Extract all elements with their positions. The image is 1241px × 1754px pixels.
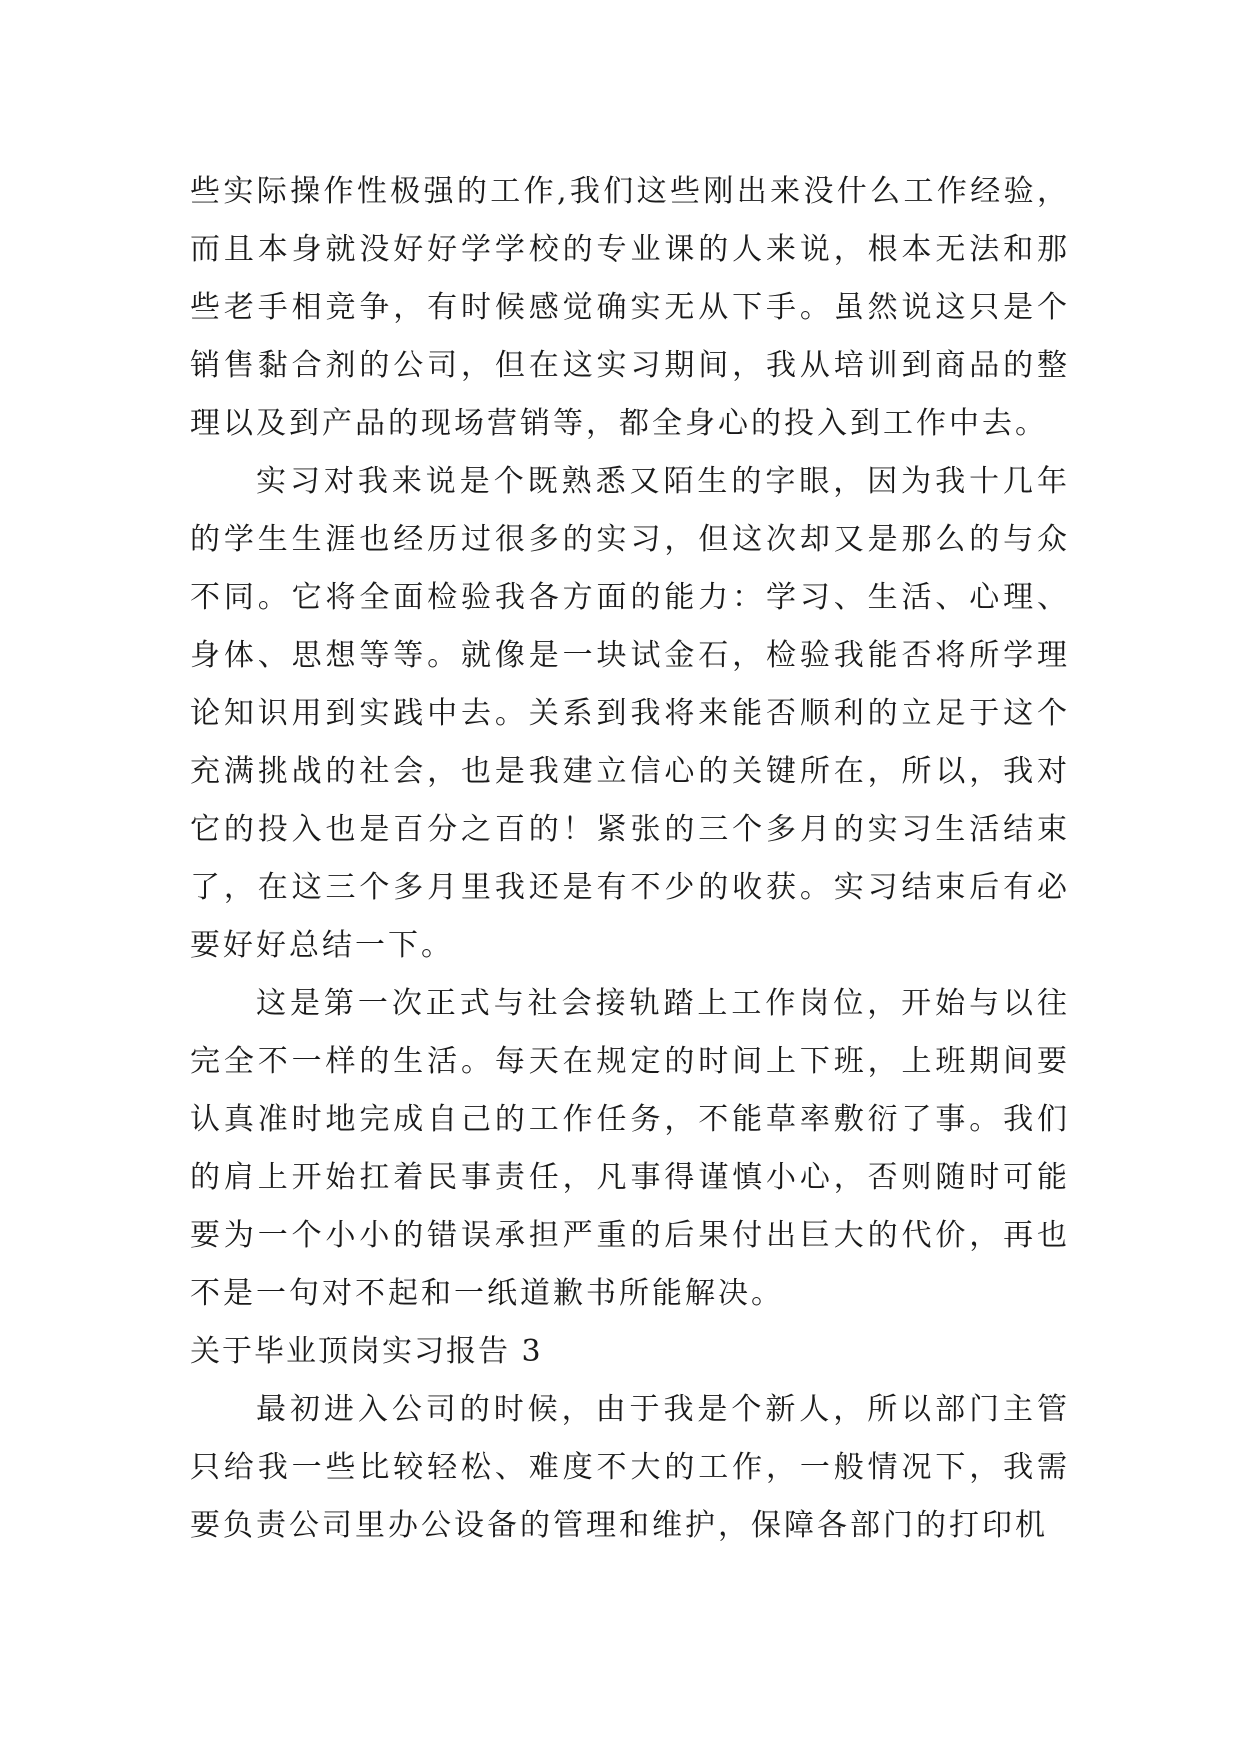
paragraph-internship-meaning: 实习对我来说是个既熟悉又陌生的字眼，因为我十几年的学生生涯也经历过很多的实习，但这次却又是那么的与众不同。它将全面检验我各方面的能力：学习、生活、心理、身体、思想等等。就像是一块试金石，检验我能否将所学理论知识用到实践中去。关系到我将来能否顺利的立足于这个充满挑战的社会，也是我建立信心的关键所在，所以，我对它的投入也是百分之百的！紧张的三个多月的实习生活结束了，在这三个多月里我还是有不少的收获。实习结束后有必要好好总结一下。 [190, 464, 1070, 963]
paragraph-continuation: 些实际操作性极强的工作,我们这些刚出来没什么工作经验，而且本身就没好好学学校的专业课的人来说，根本无法和那些老手相竞争，有时候感觉确实无从下手。虽然说这只是个销售黏合剂的公司，但在这实习期间，我从培训到商品的整理以及到产品的现场营销等，都全身心的投入到工作中去。 [190, 174, 1070, 441]
document-body [190, 163, 1070, 1555]
paragraph-joining-company: 最初进入公司的时候，由于我是个新人，所以部门主管只给我一些比较轻松、难度不大的工作，一般情况下，我需要负责公司里办公设备的管理和维护，保障各部门的打印机 [190, 1392, 1070, 1543]
section-heading: 关于毕业顶岗实习报告 3 [190, 1334, 543, 1369]
paragraph-first-job: 这是第一次正式与社会接轨踏上工作岗位，开始与以往完全不一样的生活。每天在规定的时间上下班，上班期间要认真准时地完成自己的工作任务，不能草率敷衍了事。我们的肩上开始扛着民事责任，凡事得谨慎小心，否则随时可能要为一个小小的错误承担严重的后果付出巨大的代价，再也不是一句对不起和一纸道歉书所能解决。 [190, 986, 1070, 1311]
